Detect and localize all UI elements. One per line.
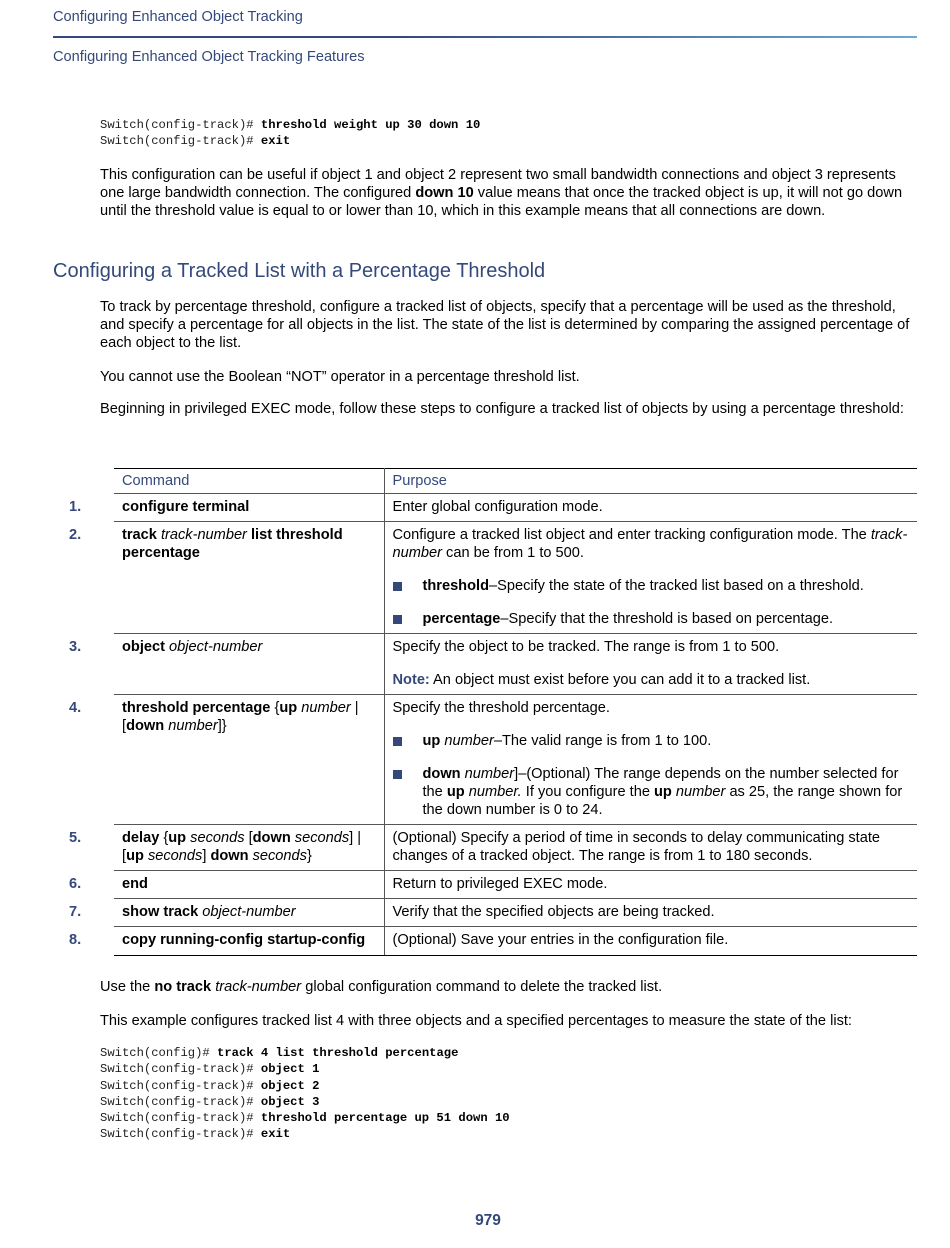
step-number: 1. <box>69 498 82 515</box>
page-number: 979 <box>475 1212 501 1229</box>
table-row <box>53 871 917 899</box>
step-number: 3. <box>69 638 82 655</box>
column-header-purpose: Purpose <box>384 469 917 494</box>
column-header-command: Command <box>114 469 384 494</box>
paragraph-weight-explanation: This configuration can be useful if object 1 and object 2 represent two small bandwidth connections and object 3 represents one large bandwidth connection. The configured down 10 value means that once the tracked object is up, it will not go down until the threshold value is equal to or lower than 10, which in this example means that all connections are down. <box>100 167 903 219</box>
bullet-item: up number–The valid range is from 1 to 100. <box>393 732 910 750</box>
bullet-item: percentage–Specify that the threshold is based on percentage. <box>393 610 910 628</box>
step-number: 8. <box>69 931 82 948</box>
step-number: 5. <box>69 829 82 846</box>
section-heading: Configuring a Tracked List with a Percentage Threshold <box>53 260 546 282</box>
step-command: configure terminal <box>114 494 384 522</box>
bullet-square-icon <box>393 615 402 624</box>
bullet-square-icon <box>393 770 402 779</box>
bullet-square-icon <box>393 582 402 591</box>
step-purpose: Specify the object to be tracked. The range is from 1 to 500. Note: An object must exist before you can add it to a tracked list. <box>384 634 917 695</box>
table-row <box>53 927 917 956</box>
step-number: 2. <box>69 526 82 543</box>
step-purpose: (Optional) Specify a period of time in seconds to delay communicating state changes of a tracked object. The range is from 1 to 180 seconds. <box>384 825 917 871</box>
table-row <box>53 494 917 522</box>
code-prompt: Switch(config-track)# <box>100 118 261 132</box>
table-row <box>53 825 917 871</box>
bullet-square-icon <box>393 737 402 746</box>
step-purpose: (Optional) Save your entries in the configuration file. <box>384 927 917 956</box>
step-purpose: Return to privileged EXEC mode. <box>384 871 917 899</box>
header-rule <box>53 36 917 38</box>
step-command: object object-number <box>114 634 384 695</box>
paragraph-example-intro: This example configures tracked list 4 with three objects and a specified percentages to measure the state of the list: <box>100 1013 852 1029</box>
table-header-row <box>53 469 917 494</box>
table-row <box>53 695 917 825</box>
step-purpose: Verify that the specified objects are being tracked. <box>384 899 917 927</box>
step-purpose: Enter global configuration mode. <box>384 494 917 522</box>
step-command: copy running-config startup-config <box>114 927 384 956</box>
table-row <box>53 522 917 634</box>
step-number: 7. <box>69 903 82 920</box>
running-header-chapter: Configuring Enhanced Object Tracking <box>53 9 303 25</box>
step-command: track track-number list threshold percentage <box>114 522 384 634</box>
paragraph-steps-intro: Beginning in privileged EXEC mode, follow these steps to configure a tracked list of objects by using a percentage threshold: <box>100 401 904 417</box>
step-purpose: Specify the threshold percentage. up number–The valid range is from 1 to 100. down number]–(Optional) The range depends on the number selected for the up number. If you configure the up number as 25, the range shown for the down number is 0 to 24. <box>384 695 917 825</box>
code-block-percentage-example: Switch(config)# track 4 list threshold percentage Switch(config-track)# object 1 Switch(config-track)# object 2 Switch(config-track)# object 3 Switch(config-track)# threshold percentage up 51 down 10 Switch(config-track)# exit <box>100 1046 510 1142</box>
step-command: show track object-number <box>114 899 384 927</box>
running-header-section: Configuring Enhanced Object Tracking Features <box>53 49 365 65</box>
step-command: delay {up seconds [down seconds] | [up seconds] down seconds} <box>114 825 384 871</box>
paragraph-boolean-note: You cannot use the Boolean “NOT” operator in a percentage threshold list. <box>100 369 580 385</box>
code-prompt: Switch(config-track)# <box>100 134 261 149</box>
step-purpose: Configure a tracked list object and enter tracking configuration mode. The track-number can be from 1 to 500. threshold–Specify the state of the tracked list based on a threshold. percentage–Specify that the threshold is based on percentage. <box>384 522 917 634</box>
table-row <box>53 634 917 695</box>
code-command: threshold weight up 30 down 10 <box>260 118 481 132</box>
bullet-item: threshold–Specify the state of the tracked list based on a threshold. <box>393 577 910 595</box>
code-command: exit <box>260 134 291 149</box>
step-number: 4. <box>69 699 82 716</box>
paragraph-intro: To track by percentage threshold, configure a tracked list of objects, specify that a percentage will be used as the threshold, and specify a percentage for all objects in the list. The state of the list is determined by comparing the assigned percentage of each object to the list. <box>100 299 910 351</box>
step-command: end <box>114 871 384 899</box>
code-block-weight-example <box>100 117 480 150</box>
steps-table <box>53 468 917 956</box>
step-number: 6. <box>69 875 82 892</box>
paragraph-no-track: Use the no track track-number global configuration command to delete the tracked list. <box>100 979 663 995</box>
step-command: threshold percentage {up number | [down number]} <box>114 695 384 825</box>
note: Note: An object must exist before you can add it to a tracked list. <box>392 672 811 688</box>
table-row <box>53 899 917 927</box>
bullet-item: down number]–(Optional) The range depends on the number selected for the up number. If you configure the up number as 25, the range shown for the down number is 0 to 24. <box>393 765 910 819</box>
